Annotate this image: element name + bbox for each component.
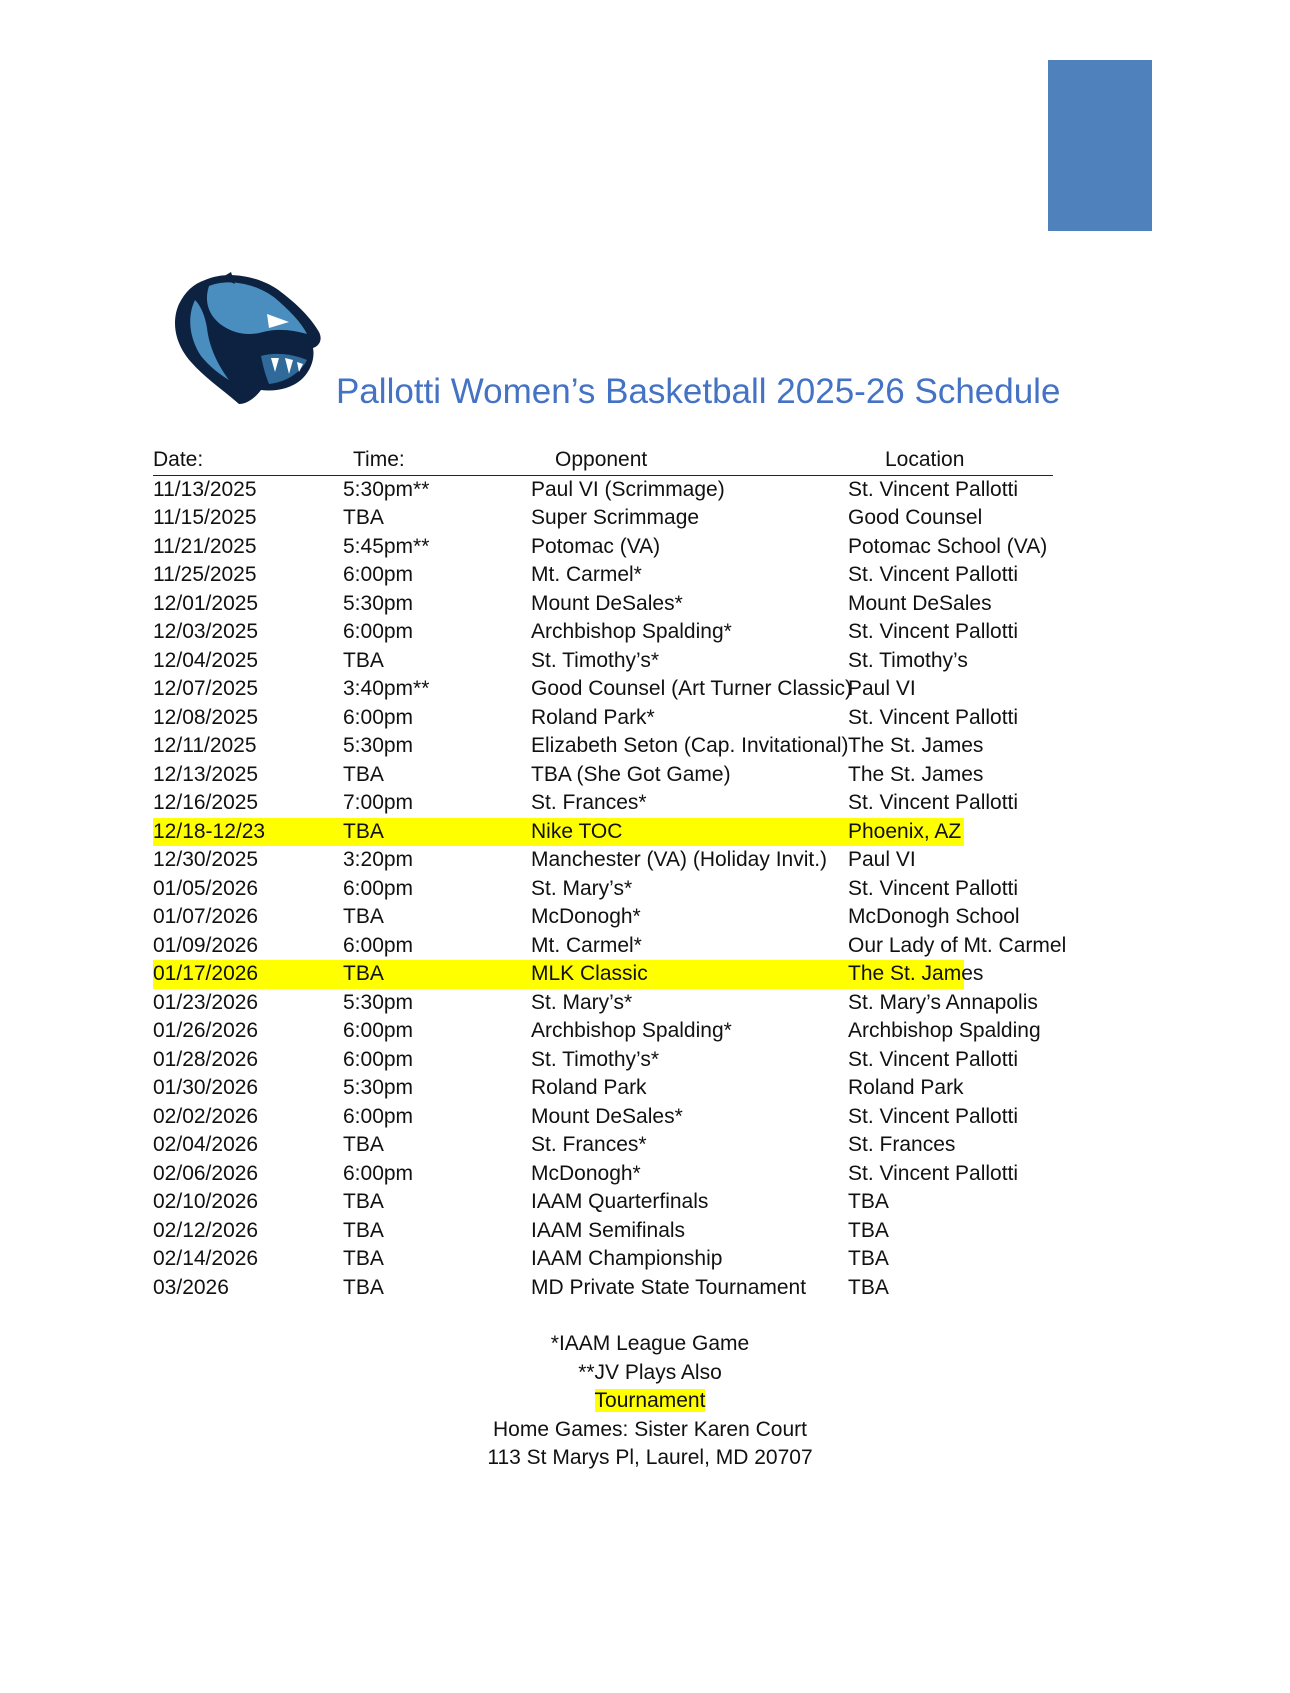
- game-opponent: Archbishop Spalding*: [531, 620, 732, 643]
- game-location: Our Lady of Mt. Carmel: [848, 933, 1067, 957]
- game-opponent: Manchester (VA) (Holiday Invit.): [531, 848, 828, 871]
- game-opponent: Super Scrimmage: [531, 506, 700, 529]
- game-location: Good Counsel: [848, 506, 983, 529]
- game-time: TBA: [343, 819, 384, 843]
- game-opponent: St. Mary’s*: [531, 876, 633, 900]
- game-date: 11/21/2025: [153, 534, 257, 558]
- game-date: 01/09/2026: [153, 933, 259, 957]
- game-opponent: Mount DeSales*: [531, 591, 683, 615]
- schedule-row: [153, 789, 1053, 818]
- schedule-row: [153, 1188, 1053, 1217]
- game-date: 02/12/2026: [153, 1218, 259, 1242]
- schedule-row: [153, 732, 1053, 761]
- game-opponent: Roland Park: [531, 1076, 647, 1099]
- schedule-row: [153, 1217, 1053, 1246]
- game-location: TBA: [848, 1190, 889, 1213]
- game-opponent: MD Private State Tournament: [531, 1275, 807, 1299]
- game-date: 02/04/2026: [153, 1133, 259, 1156]
- game-time: 6:00pm: [343, 1047, 414, 1071]
- game-location: St. Vincent Pallotti: [848, 1047, 1019, 1071]
- game-opponent: St. Timothy’s*: [531, 648, 659, 672]
- game-date: 01/30/2026: [153, 1076, 259, 1099]
- game-time: 6:00pm: [343, 563, 414, 586]
- game-time: 7:00pm: [343, 791, 414, 814]
- game-date: 02/14/2026: [153, 1247, 259, 1270]
- schedule-row: [153, 1074, 1053, 1103]
- game-time: 6:00pm: [343, 1019, 414, 1042]
- schedule-row: [153, 818, 964, 847]
- game-opponent: Elizabeth Seton (Cap. Invitational): [531, 734, 849, 757]
- game-location: Mount DeSales: [848, 591, 992, 615]
- schedule-row: [153, 504, 1053, 533]
- game-date: 02/02/2026: [153, 1104, 259, 1128]
- game-opponent: Paul VI (Scrimmage): [531, 477, 725, 501]
- game-opponent: Mt. Carmel*: [531, 563, 642, 586]
- game-date: 12/07/2025: [153, 677, 259, 700]
- header-location: Location: [885, 448, 965, 471]
- game-location: St. Timothy’s: [848, 648, 968, 672]
- game-location: St. Vincent Pallotti: [848, 1104, 1019, 1128]
- game-location: St. Vincent Pallotti: [848, 477, 1019, 501]
- game-date: 11/25/2025: [153, 563, 257, 586]
- schedule-row: [153, 1046, 1053, 1075]
- game-opponent: MLK Classic: [531, 962, 648, 985]
- game-opponent: TBA (She Got Game): [531, 762, 731, 786]
- game-time: 5:30pm: [343, 734, 414, 757]
- game-opponent: Nike TOC: [531, 819, 623, 843]
- game-location: St. Mary’s Annapolis: [848, 990, 1038, 1014]
- game-opponent: Mt. Carmel*: [531, 933, 642, 957]
- game-date: 12/30/2025: [153, 848, 259, 871]
- game-time: TBA: [343, 1275, 384, 1299]
- game-location: St. Vincent Pallotti: [848, 1161, 1019, 1185]
- game-date: 12/03/2025: [153, 620, 259, 643]
- game-location: St. Frances: [848, 1133, 956, 1156]
- panther-logo-icon: [165, 270, 325, 405]
- schedule-row: [153, 618, 1053, 647]
- game-time: TBA: [343, 1218, 384, 1242]
- game-date: 11/15/2025: [153, 506, 257, 529]
- game-opponent: St. Frances*: [531, 1133, 647, 1156]
- header-time: Time:: [353, 448, 405, 471]
- schedule-row: [153, 1160, 1053, 1189]
- game-location: Paul VI: [848, 677, 916, 700]
- game-opponent: Good Counsel (Art Turner Classic): [531, 677, 852, 700]
- corner-decoration-block: [1048, 60, 1152, 231]
- page-title: Pallotti Women’s Basketball 2025-26 Schedule: [336, 372, 1061, 411]
- game-location: St. Vincent Pallotti: [848, 791, 1019, 814]
- schedule-row: [153, 1245, 1053, 1274]
- game-opponent: St. Frances*: [531, 791, 647, 814]
- legend-jv: **JV Plays Also: [578, 1360, 722, 1384]
- game-date: 03/2026: [153, 1275, 229, 1299]
- game-time: 6:00pm: [343, 933, 414, 957]
- game-time: 6:00pm: [343, 705, 414, 729]
- game-date: 12/01/2025: [153, 591, 259, 615]
- game-opponent: Archbishop Spalding*: [531, 1019, 732, 1042]
- schedule-row: [153, 989, 1053, 1018]
- game-time: 5:30pm: [343, 1076, 414, 1099]
- game-date: 01/23/2026: [153, 990, 259, 1014]
- schedule-row: [153, 561, 1053, 590]
- game-opponent: McDonogh*: [531, 1161, 641, 1185]
- game-date: 01/05/2026: [153, 876, 259, 900]
- game-time: 6:00pm: [343, 1104, 414, 1128]
- game-location: St. Vincent Pallotti: [848, 620, 1019, 643]
- game-date: 11/13/2025: [153, 477, 257, 501]
- game-opponent: St. Mary’s*: [531, 990, 633, 1014]
- game-location: Roland Park: [848, 1076, 964, 1099]
- game-time: TBA: [343, 905, 384, 928]
- game-opponent: McDonogh*: [531, 905, 641, 928]
- header-date: Date:: [153, 448, 204, 471]
- game-date: 01/26/2026: [153, 1019, 259, 1042]
- game-time: TBA: [343, 962, 384, 985]
- schedule-row: [153, 932, 1067, 961]
- game-time: TBA: [343, 1247, 384, 1270]
- game-time: 3:20pm: [343, 848, 414, 871]
- legend-home-games: Home Games: Sister Karen Court: [493, 1417, 807, 1441]
- schedule-legend: [0, 1330, 1290, 1473]
- game-time: 5:45pm**: [343, 534, 430, 558]
- game-location: The St. James: [848, 762, 984, 786]
- schedule-row: [153, 761, 1053, 790]
- game-date: 02/06/2026: [153, 1161, 259, 1185]
- game-location: The St. James: [848, 734, 984, 757]
- schedule-row: [153, 1274, 1053, 1303]
- game-date: 12/13/2025: [153, 762, 259, 786]
- game-date: 12/16/2025: [153, 791, 259, 814]
- legend-league-game: *IAAM League Game: [550, 1332, 750, 1355]
- schedule-row: [153, 1131, 1053, 1160]
- game-date: 01/07/2026: [153, 905, 259, 928]
- schedule-row: [153, 875, 1053, 904]
- legend-address: 113 St Marys Pl, Laurel, MD 20707: [487, 1446, 813, 1469]
- schedule-row: [153, 675, 1053, 704]
- game-time: TBA: [343, 1190, 384, 1213]
- header-opponent: Opponent: [555, 448, 648, 471]
- game-time: TBA: [343, 506, 384, 529]
- game-location: TBA: [848, 1247, 889, 1270]
- schedule-row: [153, 960, 984, 989]
- game-opponent: IAAM Championship: [531, 1247, 723, 1270]
- game-location: Phoenix, AZ: [848, 819, 962, 843]
- game-opponent: IAAM Semifinals: [531, 1218, 686, 1242]
- schedule-header-row: [153, 446, 1053, 476]
- game-time: TBA: [343, 1133, 384, 1156]
- schedule-row: [153, 903, 1053, 932]
- game-opponent: Potomac (VA): [531, 534, 661, 558]
- game-location: St. Vincent Pallotti: [848, 705, 1019, 729]
- game-opponent: Roland Park*: [531, 705, 655, 729]
- game-location: Paul VI: [848, 848, 916, 871]
- game-time: 5:30pm: [343, 591, 414, 615]
- schedule-table: [153, 446, 1067, 1302]
- game-time: TBA: [343, 762, 384, 786]
- schedule-row: [153, 476, 1053, 505]
- game-date: 12/18-12/23: [153, 819, 266, 843]
- game-date: 12/04/2025: [153, 648, 259, 672]
- game-time: 5:30pm: [343, 990, 414, 1014]
- game-location: The St. James: [848, 962, 984, 985]
- legend-tournament: Tournament: [594, 1389, 706, 1412]
- schedule-row: [153, 1103, 1053, 1132]
- game-location: Archbishop Spalding: [848, 1019, 1041, 1042]
- game-location: St. Vincent Pallotti: [848, 876, 1019, 900]
- game-time: TBA: [343, 648, 384, 672]
- game-location: McDonogh School: [848, 905, 1020, 928]
- game-date: 12/11/2025: [153, 734, 257, 757]
- game-location: TBA: [848, 1218, 889, 1242]
- game-date: 01/28/2026: [153, 1047, 259, 1071]
- game-location: Potomac School (VA): [848, 534, 1048, 558]
- schedule-row: [153, 590, 1053, 619]
- game-date: 02/10/2026: [153, 1190, 259, 1213]
- schedule-row: [153, 1017, 1053, 1046]
- schedule-row: [153, 533, 1053, 562]
- schedule-row: [153, 846, 1053, 875]
- game-opponent: Mount DeSales*: [531, 1104, 683, 1128]
- game-location: TBA: [848, 1275, 889, 1299]
- game-time: 6:00pm: [343, 876, 414, 900]
- game-date: 12/08/2025: [153, 705, 259, 729]
- schedule-row: [153, 704, 1053, 733]
- game-time: 5:30pm**: [343, 477, 430, 501]
- schedule-row: [153, 647, 1053, 676]
- game-time: 3:40pm**: [343, 677, 430, 700]
- game-opponent: IAAM Quarterfinals: [531, 1190, 709, 1213]
- game-time: 6:00pm: [343, 620, 414, 643]
- game-time: 6:00pm: [343, 1161, 414, 1185]
- game-date: 01/17/2026: [153, 962, 259, 985]
- game-location: St. Vincent Pallotti: [848, 563, 1019, 586]
- game-opponent: St. Timothy’s*: [531, 1047, 659, 1071]
